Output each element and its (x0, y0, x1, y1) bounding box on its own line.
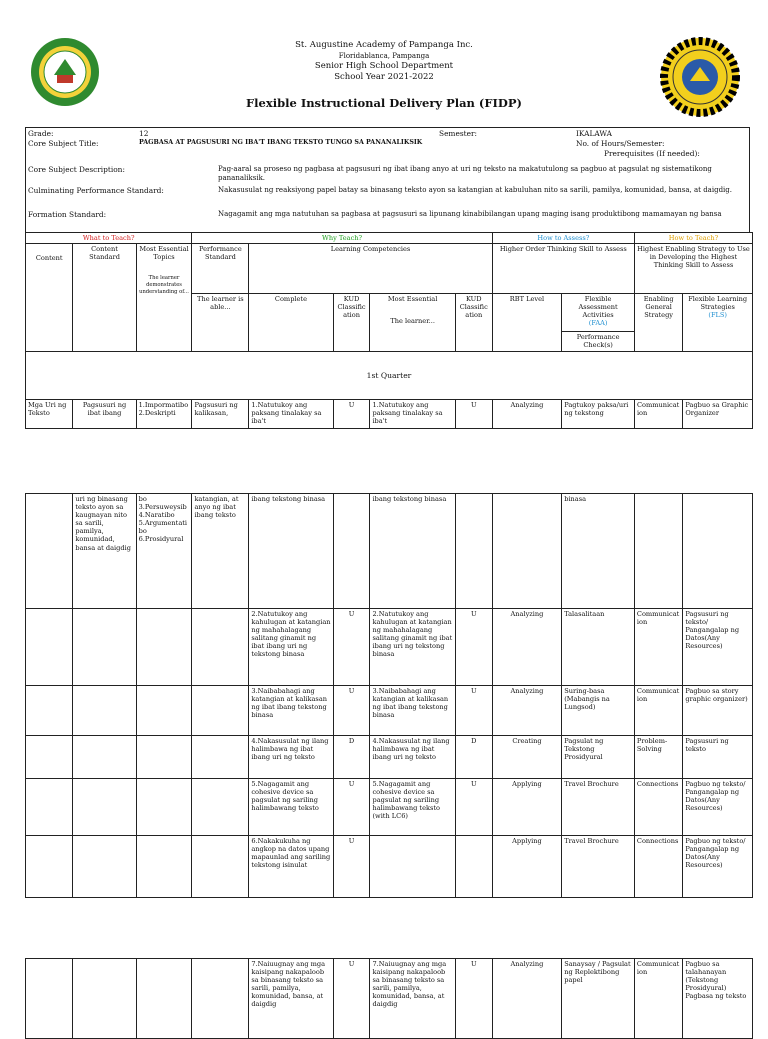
learning-competencies-header: Learning Competencies (249, 244, 492, 294)
ess-cell: 3.Naibabahagi ang katangian at kalikasan ng ibat ibang tekstong binasa (370, 686, 455, 736)
row1-fls: Pagbuo sa Graphic Organizer (683, 400, 753, 429)
semester-label: Semester: (439, 129, 477, 138)
highest-strategy-header: Highest Enabling Strategy to Use in Developing the Highest Thinking Skill to Assess (634, 244, 752, 294)
table-row (26, 609, 753, 686)
kud-cell: U (333, 779, 370, 836)
row1-content: Mga Uri ng Teksto (26, 400, 73, 429)
kud-cell: U (333, 686, 370, 736)
std-cell (73, 609, 136, 686)
able-header: The learner is able... (192, 294, 249, 352)
perf-cell (192, 779, 249, 836)
row3-rbt: Analyzing (492, 959, 562, 1039)
table-row (26, 736, 753, 779)
essential-topics-title: Most Essential Topics (139, 245, 189, 262)
faa-cell: Suring-basa (Mabangis na Lungsod) (562, 686, 635, 736)
row1-strategy: Communication (634, 400, 682, 429)
content-cell (26, 779, 73, 836)
fls-cell (683, 494, 753, 609)
desc-label: Core Subject Description: (28, 165, 125, 174)
info-box (25, 127, 750, 233)
table-row (26, 779, 753, 836)
table-row (26, 836, 753, 898)
grade-label: Grade: (28, 129, 54, 138)
lc-cell: 5.Nagagamit ang cohesive device sa pagsulat ng sariling halimbawang teksto (249, 779, 333, 836)
row3-kud: U (333, 959, 370, 1039)
row1-performance: Pagsusuri ng kalikasan, (192, 400, 249, 429)
learner-text: The learner... (390, 317, 435, 326)
performance-check-header: Performance Check(s) (562, 332, 635, 352)
why-teach-header: Why Teach? (192, 233, 492, 244)
faa-cell: Travel Brochure (562, 779, 635, 836)
lc-cell: 3.Naibabahagi ang katangian at kalikasan ng ibat ibang tekstong binasa (249, 686, 333, 736)
rbt-cell: Creating (492, 736, 562, 779)
content-cell (26, 686, 73, 736)
row1-kud: U (333, 400, 370, 429)
fls-cell: Pagbuo ng teksto/ Pangangalap ng Datos(Any Resources) (683, 779, 753, 836)
topics-cell (136, 779, 192, 836)
strat-cell: Connections (634, 779, 682, 836)
table-row (26, 959, 753, 1039)
std-cell (73, 686, 136, 736)
prereq-label: Prerequisites (If needed): (604, 149, 700, 158)
fls-abbr: (FLS) (708, 311, 727, 320)
content-header: Content (26, 244, 73, 352)
semester-value: IKALAWA (576, 129, 612, 138)
cps-label: Culminating Performance Standard: (28, 186, 164, 195)
kud-header: KUD Classification (333, 294, 370, 352)
how-teach-header: How to Teach? (634, 233, 752, 244)
row3-performance (192, 959, 249, 1039)
ess-cell (370, 836, 455, 898)
strat-cell: Problem-Solving (634, 736, 682, 779)
grade-value: 12 (139, 129, 149, 138)
subject-label: Core Subject Title: (28, 139, 99, 148)
perf-cell (192, 836, 249, 898)
topics-cell (136, 686, 192, 736)
most-essential-header (370, 294, 455, 352)
topics-cell: bo 3.Persuweysib 4.Naratibo 5.Argumentatibo 6.Prosidyural (136, 494, 192, 609)
most-essential-title: Most Essential (387, 295, 438, 304)
row3-faa: Sanaysay / Pagsulat ng Replektibong papel (562, 959, 635, 1039)
row1-kud2: U (455, 400, 492, 429)
page-title: Flexible Instructional Delivery Plan (FIDP) (246, 96, 522, 110)
kud2-cell: U (455, 609, 492, 686)
faa-cell: Pagsulat ng Tekstong Prosidyural (562, 736, 635, 779)
row1-complete: 1.Natutukoy ang paksang tinalakay sa iba't (249, 400, 333, 429)
quarter-label: 1st Quarter (26, 352, 753, 400)
fls-cell: Pagsusuri ng teksto/ Pangangalap ng Datos(Any Resources) (683, 609, 753, 686)
fls-cell: Pagbuo ng teksto/ Pangangalap ng Datos(Any Resources) (683, 836, 753, 898)
topics-cell (136, 609, 192, 686)
fls-header (683, 294, 753, 352)
lc-cell: 6.Nakakukuha ng angkop na datos upang mapaunlad ang sariling tekstong isinulat (249, 836, 333, 898)
kud2-cell: U (455, 686, 492, 736)
ess-cell: 2.Natutukoy ang kahulugan at katangian ng mahahalagang salitang ginamit ng ibat ibang uri ng tekstong binasa (370, 609, 455, 686)
strat-cell: Communication (634, 609, 682, 686)
fls-title: Flexible Learning Strategies (688, 295, 748, 312)
subject-value: PAGBASA AT PAGSUSURI NG IBA'T IBANG TEKSTO TUNGO SA PANANALIKSIK (139, 139, 423, 146)
demonstrates-text: The learner demonstrates understanding of... (139, 275, 189, 296)
kud2-cell (455, 836, 492, 898)
how-assess-header: How to Assess? (492, 233, 634, 244)
content-cell (26, 836, 73, 898)
what-to-teach-header: What to Teach? (26, 233, 192, 244)
kud-cell: U (333, 609, 370, 686)
rbt-cell: Applying (492, 836, 562, 898)
strat-cell (634, 494, 682, 609)
faa-title: Flexible Assessment Activities (578, 295, 618, 320)
perf-cell (192, 736, 249, 779)
faa-header (562, 294, 635, 332)
rbt-cell: Applying (492, 779, 562, 836)
formation-value: Nagagamit ang mga natutuhan sa pagbasa at pagsusuri sa lipunang kinabibilangan upang maging isang produktibong mamamayan ng bansa (218, 210, 722, 218)
lc-cell: 2.Natutukoy ang kahulugan at katangian ng mahahalagang salitang ginamit ng ibat ibang uri ng tekstong binasa (249, 609, 333, 686)
perf-cell: katangian, at anyo ng ibat ibang teksto (192, 494, 249, 609)
rbt-cell: Analyzing (492, 686, 562, 736)
essential-topics-header (136, 244, 192, 352)
content-cell (26, 494, 73, 609)
kud2-header: KUD Classification (455, 294, 492, 352)
complete-header: Complete (249, 294, 333, 352)
department: Senior High School Department (314, 61, 454, 71)
rbt-cell: Analyzing (492, 609, 562, 686)
table-row (26, 494, 753, 609)
std-cell (73, 736, 136, 779)
kud2-cell: D (455, 736, 492, 779)
formation-label: Formation Standard: (28, 210, 107, 219)
row3-kud2: U (455, 959, 492, 1039)
kud2-cell (455, 494, 492, 609)
school-year: School Year 2021-2022 (334, 72, 434, 82)
faa-cell: Talasalitaan (562, 609, 635, 686)
row3-fls: Pagbuo sa talahanayan (Tekstong Prosidyural) Pagbasa ng teksto (683, 959, 753, 1039)
hots-header: Higher Order Thinking Skill to Assess (492, 244, 634, 294)
row1-essential: 1.Natutukoy ang paksang tinalakay sa iba't (370, 400, 455, 429)
fls-cell: Pagbuo sa story graphic organizer) (683, 686, 753, 736)
ess-cell: ibang tekstong binasa (370, 494, 455, 609)
std-cell: uri ng binasang teksto ayon sa kaugnayan nito sa sarili, pamilya, komunidad, bansa at daigdig (73, 494, 136, 609)
faa-cell: binasa (562, 494, 635, 609)
content-cell (26, 736, 73, 779)
row3-standard (73, 959, 136, 1039)
row1-faa: Pagtukoy paksa/uri ng tekstong (562, 400, 635, 429)
performance-standard-header: Performance Standard (192, 244, 249, 294)
topics-cell (136, 836, 192, 898)
kud-cell: U (333, 836, 370, 898)
kud-cell: D (333, 736, 370, 779)
table-row (26, 686, 753, 736)
kud-cell (333, 494, 370, 609)
faa-cell: Travel Brochure (562, 836, 635, 898)
lc-cell: ibang tekstong binasa (249, 494, 333, 609)
rbt-header: RBT Level (492, 294, 562, 352)
faa-abbr: (FAA) (588, 319, 608, 328)
table-row (26, 400, 753, 429)
enabling-strategy-header: Enabling General Strategy (634, 294, 682, 352)
strat-cell: Connections (634, 836, 682, 898)
ess-cell: 4.Nakasusulat ng ilang halimbawa ng ibat ibang uri ng teksto (370, 736, 455, 779)
content-cell (26, 609, 73, 686)
content-standard-header: Content Standard (73, 244, 136, 352)
std-cell (73, 779, 136, 836)
strat-cell: Communication (634, 686, 682, 736)
row3-complete: 7.Naiuugnay ang mga kaisipang nakapaloob sa binasang teksto sa sarili, pamilya, komunidad, bansa, at daigdig (249, 959, 333, 1039)
kud2-cell: U (455, 779, 492, 836)
row3-essential: 7.Naiuugnay ang mga kaisipang nakapaloob sa binasang teksto sa sarili, pamilya, komunidad, bansa, at daigdig (370, 959, 455, 1039)
fidp-table (25, 232, 753, 429)
perf-cell (192, 686, 249, 736)
row3-strategy: Communication (634, 959, 682, 1039)
desc-value: Pag-aaral sa proseso ng pagbasa at pagsusuri ng ibat ibang anyo at uri ng teksto na makatutulong sa pagbuo at pagsulat ng sistematikong pananaliksik. (218, 165, 712, 182)
std-cell (73, 836, 136, 898)
row3-topics (136, 959, 192, 1039)
row1-topics: 1.Impormatibo 2.Deskripti (136, 400, 192, 429)
row3-content (26, 959, 73, 1039)
fidp-table-page3 (25, 958, 753, 1039)
school-name: St. Augustine Academy of Pampanga Inc. (295, 40, 473, 50)
row1-standard: Pagsusuri ng ibat ibang (73, 400, 136, 429)
lc-cell: 4.Nakasusulat ng ilang halimbawa ng ibat ibang uri ng teksto (249, 736, 333, 779)
fls-cell: Pagsusuri ng teksto (683, 736, 753, 779)
row1-rbt: Analyzing (492, 400, 562, 429)
perf-cell (192, 609, 249, 686)
hours-label: No. of Hours/Semester: (576, 139, 665, 148)
rbt-cell (492, 494, 562, 609)
ess-cell: 5.Nagagamit ang cohesive device sa pagsulat ng sariling halimbawang teksto (with LC6) (370, 779, 455, 836)
fidp-table-continued (25, 493, 753, 898)
cps-value: Nakasusulat ng reaksiyong papel batay sa binasang teksto ayon sa katangian at kabuluhan nito sa sarili, pamilya, komunidad, bansa, at daigdig. (218, 186, 732, 194)
school-location: Floridablanca, Pampanga (338, 52, 430, 60)
topics-cell (136, 736, 192, 779)
